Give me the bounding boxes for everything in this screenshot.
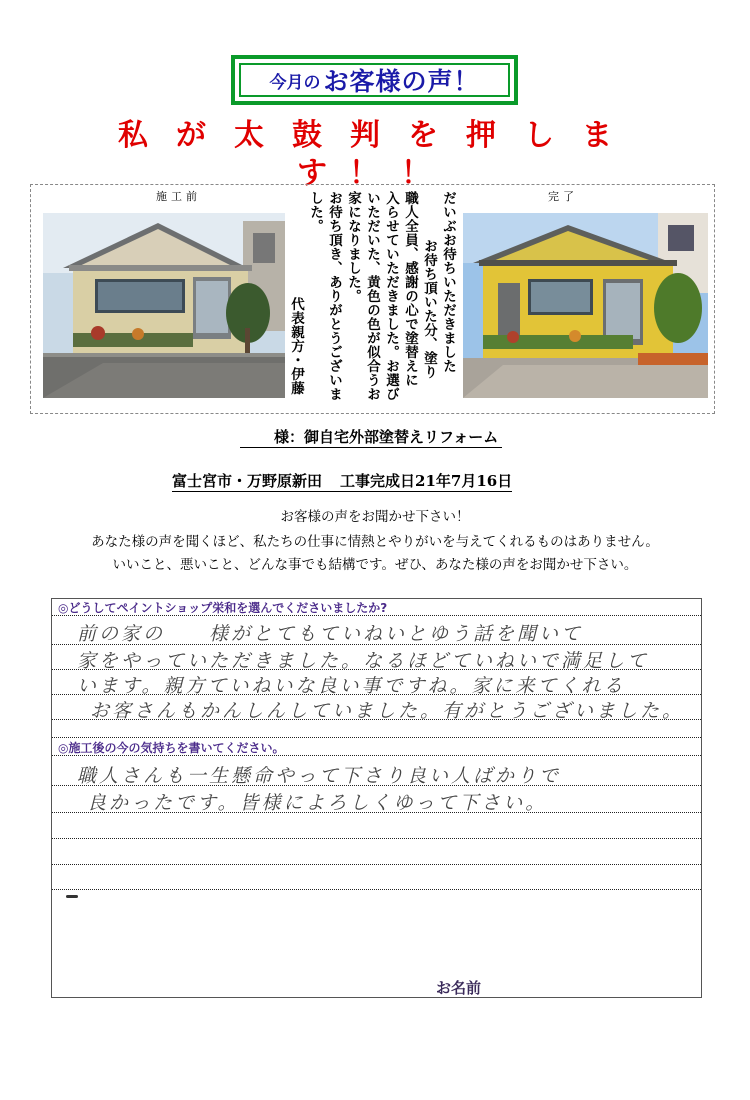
message-line: お待ち頂いた分、塗り	[421, 239, 437, 379]
completion-date: 工事完成日21年7月16日	[340, 472, 513, 490]
answer1-line: 家をやっていただきました。なるほどていねいで満足して	[77, 650, 650, 672]
message-signature: 代表親方・伊藤	[288, 297, 304, 395]
survey-form	[51, 598, 702, 998]
customer-line: 様：御自宅外部塗替えリフォーム	[240, 426, 502, 448]
message-line: 入らせていただきました。お選び	[383, 191, 399, 401]
intro-line1: お客様の声をお聞かせ下さい！	[280, 509, 470, 525]
intro-line2: あなた様の声を聞くほど、私たちの仕事に情熱とやりがいを与えてくれるものはありません。	[91, 534, 659, 550]
question-1: ◎どうしてペイントショップ栄和を選んでくださいましたか?	[58, 601, 388, 615]
headline-line2: す！！	[297, 156, 453, 191]
message-line: した。	[307, 191, 323, 233]
owner-message	[288, 191, 457, 406]
form-rule	[52, 755, 701, 756]
message-line: いただいた、黄色の色が似合うお	[364, 191, 380, 401]
answer1-line: います。親方ていねいな良い事ですね。家に来てくれる	[77, 675, 626, 697]
form-rule	[52, 864, 701, 865]
title-big: お客様の声！	[323, 67, 480, 96]
headline-line1: 私が太鼓判を押しま	[118, 118, 640, 153]
after-photo	[463, 213, 708, 398]
message-line: 家になりました。	[345, 191, 361, 303]
message-line: お待ち頂き、ありがとうございま	[326, 191, 342, 401]
location: 富士宮市・万野原新田	[172, 472, 323, 490]
form-rule	[52, 737, 701, 738]
location-line	[172, 470, 512, 492]
answer2-line: 職人さんも一生懸命やって下さり良い人ばかりで	[77, 765, 562, 787]
title-box	[231, 55, 518, 105]
answer1-line: 前の家の 様がとてもていねいとゆう話を聞いて	[77, 623, 584, 645]
form-rule	[52, 889, 701, 890]
answer2-line: 良かったです。皆様によろしくゆって下さい。	[87, 792, 548, 814]
title-small: 今月の	[269, 72, 321, 93]
answer1-line: お客さんもかんしんしていました。有がとうございました。	[90, 700, 685, 722]
title-inner	[239, 63, 510, 97]
form-rule	[52, 838, 701, 839]
photo-panel	[30, 184, 715, 414]
before-photo	[43, 213, 285, 398]
message-line: 職人全員、感謝の心で塗替えに	[402, 191, 418, 387]
message-line: だいぶお待ちいただきました	[440, 191, 456, 373]
intro-line3: いいこと、悪いこと、どんな事でも結構です。ぜひ、あなた様の声をお聞かせ下さい。	[112, 557, 638, 573]
name-label: お名前	[436, 979, 482, 997]
before-label: 施工前	[156, 190, 201, 203]
ink-mark	[66, 895, 78, 898]
question-2: ◎施工後の今の気持ちを書いてください。	[58, 741, 285, 755]
form-rule	[52, 615, 701, 616]
after-label: 完了	[548, 190, 578, 203]
